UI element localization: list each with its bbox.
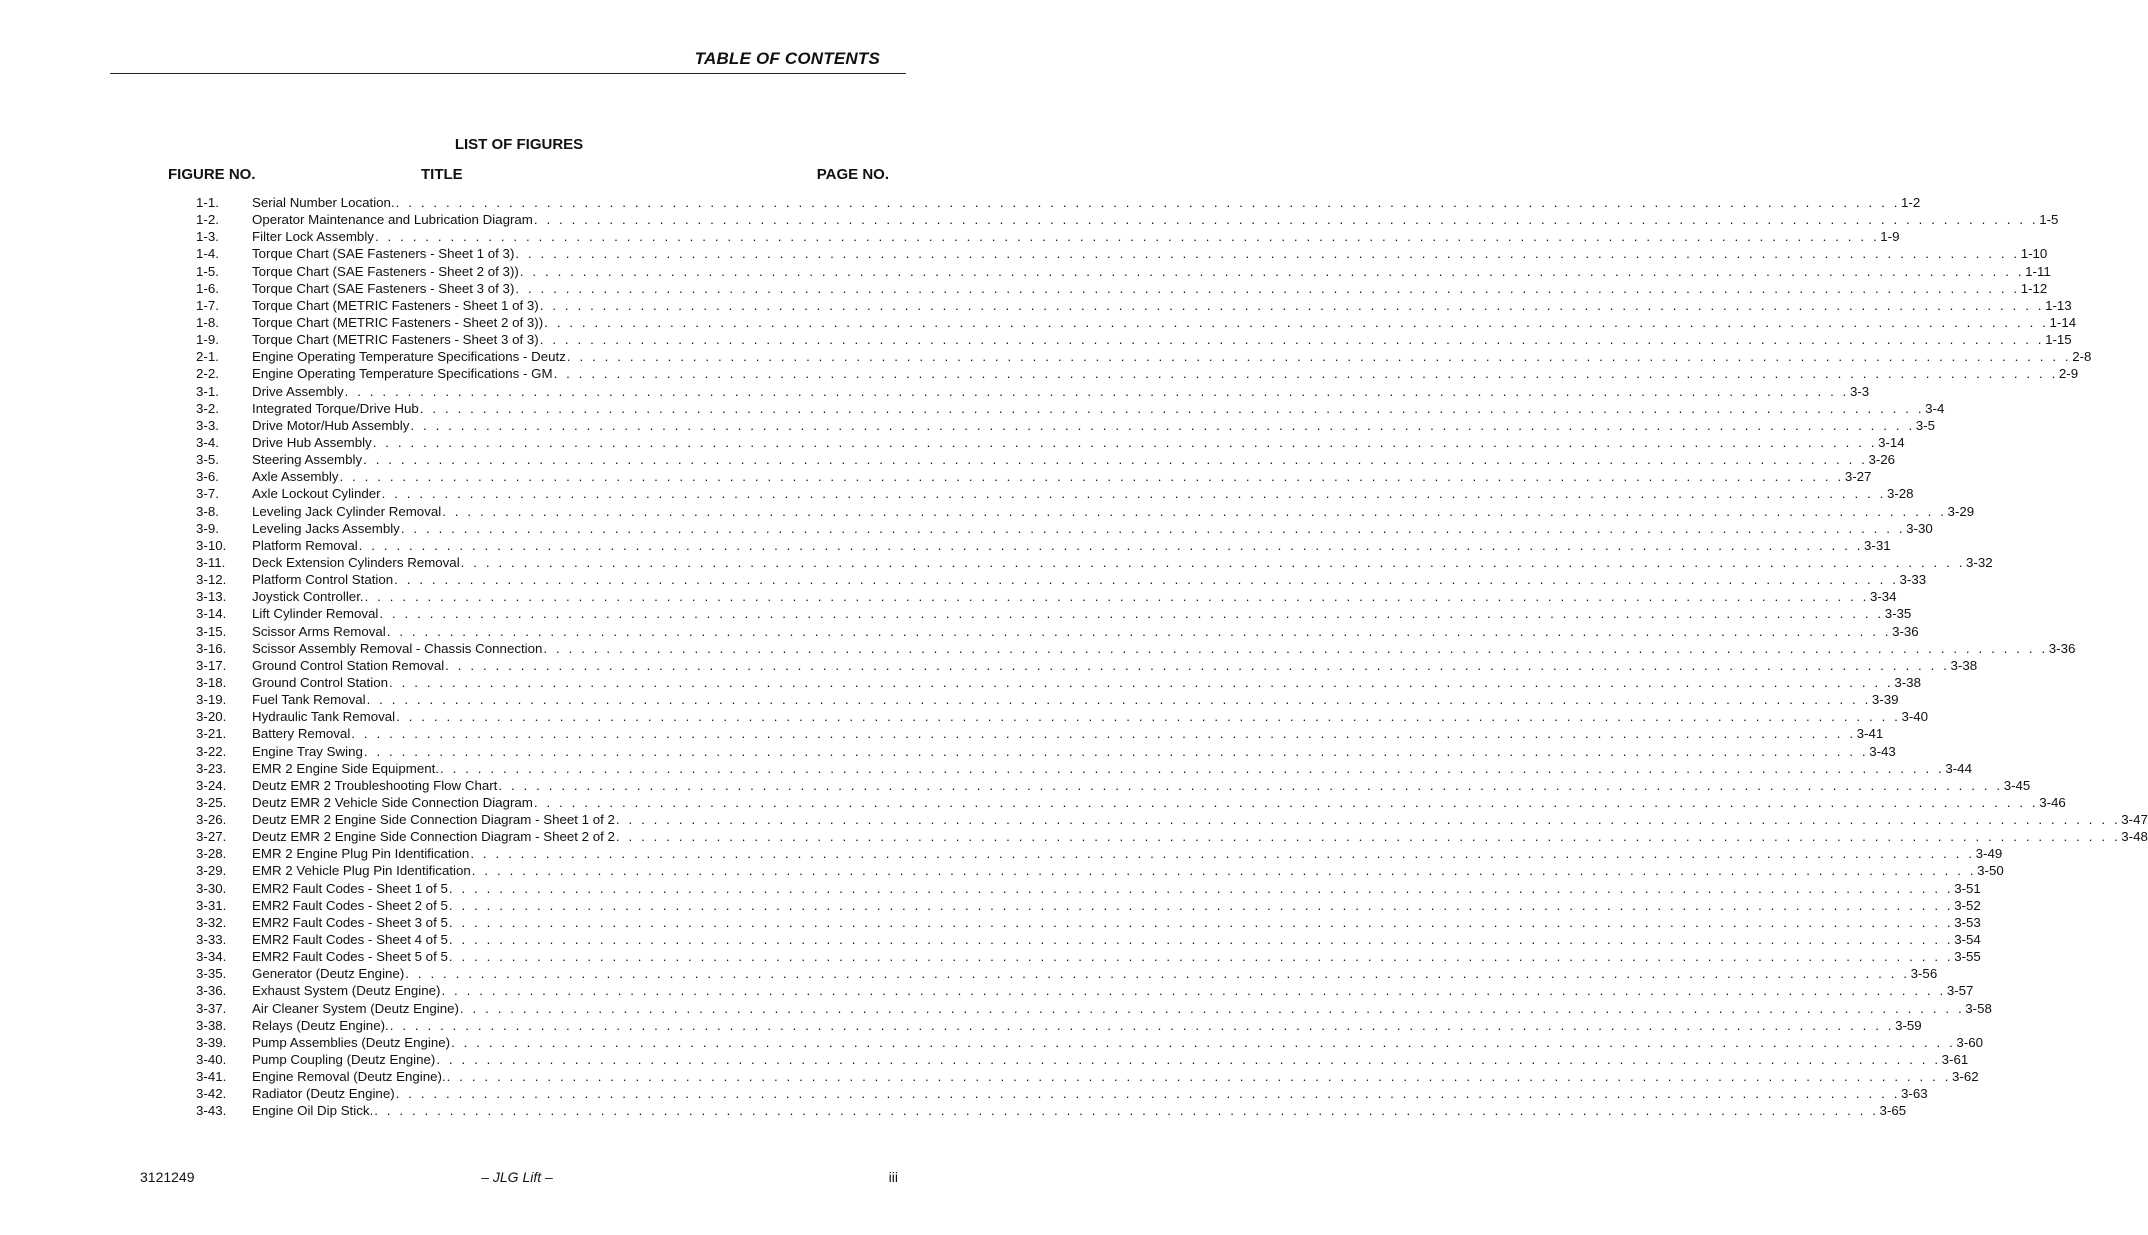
figure-number: 3-27. bbox=[196, 829, 227, 845]
dot-leader: . . . . . . . . . . . . . . . . . . . . . . . . . . . . . . . . . . . . . . . . . . . . . . . . . . . . . . . . . . . . . . . . . . . . . . . . . . . . . . . . . . . . . . . . . . . . . . . . . . . . . . . . . . . . . . . . . . . . . . . . bbox=[374, 1103, 1879, 1119]
figure-page: 1-9 bbox=[1880, 229, 1900, 245]
figure-page: 1-5 bbox=[2039, 212, 2059, 228]
figure-number: 3-43. bbox=[196, 1103, 227, 1119]
dot-leader: . . . . . . . . . . . . . . . . . . . . . . . . . . . . . . . . . . . . . . . . . . . . . . . . . . . . . . . . . . . . . . . . . . . . . . . . . . . . . . . . . . . . . . . . . . . . . . . . . . . . . . . . . . . . . . . . . . . . . . . . bbox=[459, 1000, 1965, 1016]
figure-number: 3-20. bbox=[196, 709, 227, 725]
figure-page: 3-46 bbox=[2039, 794, 2066, 810]
dot-leader: . . . . . . . . . . . . . . . . . . . . . . . . . . . . . . . . . . . . . . . . . . . . . . . . . . . . . . . . . . . . . . . . . . . . . . . . . . . . . . . . . . . . . . . . . . . . . . . . . . . . . . . . . . . . . . . . . . . . . . . . bbox=[389, 1017, 1895, 1033]
figure-title: Hydraulic Tank Removal bbox=[252, 709, 396, 725]
figure-number: 3-42. bbox=[196, 1086, 227, 1102]
figure-title: Air Cleaner System (Deutz Engine) bbox=[252, 1000, 459, 1016]
figure-page: 3-63 bbox=[1901, 1086, 1928, 1102]
figure-entry[interactable] bbox=[196, 640, 2076, 657]
dot-leader: . . . . . . . . . . . . . . . . . . . . . . . . . . . . . . . . . . . . . . . . . . . . . . . . . . . . . . . . . . . . . . . . . . . . . . . . . . . . . . . . . . . . . . . . . . . . . . . . . . . . . . . . . . . . . . . . . . . . . . . . bbox=[470, 846, 1975, 862]
dot-leader: . . . . . . . . . . . . . . . . . . . . . . . . . . . . . . . . . . . . . . . . . . . . . . . . . . . . . . . . . . . . . . . . . . . . . . . . . . . . . . . . . . . . . . . . . . . . . . . . . . . . . . . . . . . . . . . . . . . . . . . . bbox=[615, 829, 2121, 845]
figure-page: 3-62 bbox=[1952, 1069, 1979, 1085]
figure-number: 3-16. bbox=[196, 640, 227, 656]
figure-entry[interactable] bbox=[196, 862, 2004, 879]
figure-title: EMR2 Fault Codes - Sheet 3 of 5 bbox=[252, 914, 448, 930]
figure-page: 2-8 bbox=[2072, 349, 2092, 365]
figure-title: Joystick Controller. bbox=[252, 589, 364, 605]
dot-leader: . . . . . . . . . . . . . . . . . . . . . . . . . . . . . . . . . . . . . . . . . . . . . . . . . . . . . . . . . . . . . . . . . . . . . . . . . . . . . . . . . . . . . . . . . . . . . . . . . . . . . . . . . . . . . . . . . . . . . . . . bbox=[351, 726, 1856, 742]
figure-entry[interactable] bbox=[196, 571, 1927, 588]
figure-page: 3-40 bbox=[1901, 709, 1929, 725]
figure-number: 3-2. bbox=[196, 400, 219, 416]
figure-page: 3-31 bbox=[1864, 537, 1891, 553]
figure-entry[interactable] bbox=[196, 828, 2148, 845]
figure-number: 3-22. bbox=[196, 743, 227, 759]
figure-title: Torque Chart (SAE Fasteners - Sheet 2 of 3)) bbox=[252, 263, 519, 279]
figure-title: Torque Chart (SAE Fasteners - Sheet 3 of 3) bbox=[252, 280, 515, 296]
figure-entry[interactable] bbox=[196, 485, 1914, 502]
figure-entry[interactable] bbox=[196, 880, 1981, 897]
figure-title: Pump Assemblies (Deutz Engine) bbox=[252, 1034, 451, 1050]
figure-page: 3-48 bbox=[2121, 829, 2148, 845]
figure-number: 2-1. bbox=[196, 349, 219, 365]
figure-entry[interactable] bbox=[196, 760, 1972, 777]
footer-publisher: – JLG Lift – bbox=[481, 1169, 553, 1185]
figure-title: Deutz EMR 2 Vehicle Side Connection Diagram bbox=[252, 794, 533, 810]
figure-entry[interactable] bbox=[196, 623, 1919, 640]
figure-number: 3-19. bbox=[196, 692, 227, 708]
figure-number: 1-2. bbox=[196, 212, 219, 228]
figure-number: 3-5. bbox=[196, 452, 219, 468]
figure-page: 3-33 bbox=[1899, 572, 1927, 588]
figure-page: 3-38 bbox=[1894, 674, 1921, 690]
figure-page: 1-11 bbox=[2025, 263, 2051, 279]
figure-number: 3-9. bbox=[196, 520, 219, 536]
figure-title: Deutz EMR 2 Troubleshooting Flow Chart bbox=[252, 777, 498, 793]
figure-number: 3-21. bbox=[196, 726, 227, 742]
figure-entry[interactable] bbox=[196, 348, 2092, 365]
dot-leader: . . . . . . . . . . . . . . . . . . . . . . . . . . . . . . . . . . . . . . . . . . . . . . . . . . . . . . . . . . . . . . . . . . . . . . . . . . . . . . . . . . . . . . . . . . . . . . . . . . . . . . . . . . . . . . . . . . . . . . . . bbox=[381, 486, 1886, 502]
dot-leader: . . . . . . . . . . . . . . . . . . . . . . . . . . . . . . . . . . . . . . . . . . . . . . . . . . . . . . . . . . . . . . . . . . . . . . . . . . . . . . . . . . . . . . . . . . . . . . . . . . . . . . . . . . . . . . . . . . . . . . . . bbox=[445, 657, 1950, 673]
figure-page: 3-34 bbox=[1869, 589, 1897, 605]
figure-title: Engine Tray Swing bbox=[252, 743, 363, 759]
figure-number: 3-18. bbox=[196, 674, 227, 690]
dot-leader: . . . . . . . . . . . . . . . . . . . . . . . . . . . . . . . . . . . . . . . . . . . . . . . . . . . . . . . . . . . . . . . . . . . . . . . . . . . . . . . . . . . . . . . . . . . . . . . . . . . . . . . . . . . . . . . . . . . . . . . . bbox=[389, 674, 1894, 690]
figure-entry[interactable] bbox=[196, 1034, 1984, 1051]
figure-title: Torque Chart (METRIC Fasteners - Sheet 1 of 3) bbox=[252, 297, 539, 313]
figure-entry[interactable] bbox=[196, 263, 2051, 280]
figure-title: Drive Hub Assembly bbox=[252, 434, 372, 450]
dot-leader: . . . . . . . . . . . . . . . . . . . . . . . . . . . . . . . . . . . . . . . . . . . . . . . . . . . . . . . . . . . . . . . . . . . . . . . . . . . . . . . . . . . . . . . . . . . . . . . . . . . . . . . . . . . . . . . . . . . . . . . . bbox=[379, 606, 1884, 622]
dot-leader: . . . . . . . . . . . . . . . . . . . . . . . . . . . . . . . . . . . . . . . . . . . . . . . . . . . . . . . . . . . . . . . . . . . . . . . . . . . . . . . . . . . . . . . . . . . . . . . . . . . . . . . . . . . . . . . . . . . . . . . . bbox=[498, 777, 2003, 793]
figure-number: 3-31. bbox=[196, 897, 227, 913]
figure-entry[interactable] bbox=[196, 691, 1899, 708]
figure-title: Battery Removal bbox=[252, 726, 351, 742]
dot-leader: . . . . . . . . . . . . . . . . . . . . . . . . . . . . . . . . . . . . . . . . . . . . . . . . . . . . . . . . . . . . . . . . . . . . . . . . . . . . . . . . . . . . . . . . . . . . . . . . . . . . . . . . . . . . . . . . . . . . . . . . bbox=[363, 743, 1869, 759]
dot-leader: . . . . . . . . . . . . . . . . . . . . . . . . . . . . . . . . . . . . . . . . . . . . . . . . . . . . . . . . . . . . . . . . . . . . . . . . . . . . . . . . . . . . . . . . . . . . . . . . . . . . . . . . . . . . . . . . . . . . . . . . bbox=[396, 709, 1901, 725]
figure-page: 3-28 bbox=[1886, 486, 1914, 502]
dot-leader: . . . . . . . . . . . . . . . . . . . . . . . . . . . . . . . . . . . . . . . . . . . . . . . . . . . . . . . . . . . . . . . . . . . . . . . . . . . . . . . . . . . . . . . . . . . . . . . . . . . . . . . . . . . . . . . . . . . . . . . . bbox=[448, 932, 1954, 948]
dot-leader: . . . . . . . . . . . . . . . . . . . . . . . . . . . . . . . . . . . . . . . . . . . . . . . . . . . . . . . . . . . . . . . . . . . . . . . . . . . . . . . . . . . . . . . . . . . . . . . . . . . . . . . . . . . . . . . . . . . . . . . . bbox=[533, 794, 2039, 810]
header-rule bbox=[110, 73, 906, 74]
figure-page: 3-36 bbox=[1892, 623, 1919, 639]
dot-leader: . . . . . . . . . . . . . . . . . . . . . . . . . . . . . . . . . . . . . . . . . . . . . . . . . . . . . . . . . . . . . . . . . . . . . . . . . . . . . . . . . . . . . . . . . . . . . . . . . . . . . . . . . . . . . . . . . . . . . . . . bbox=[448, 897, 1954, 913]
figure-page: 3-3 bbox=[1849, 383, 1870, 399]
figure-entry[interactable] bbox=[196, 931, 1981, 948]
figure-number: 3-35. bbox=[196, 966, 227, 982]
dot-leader: . . . . . . . . . . . . . . . . . . . . . . . . . . . . . . . . . . . . . . . . . . . . . . . . . . . . . . . . . . . . . . . . . . . . . . . . . . . . . . . . . . . . . . . . . . . . . . . . . . . . . . . . . . . . . . . . . . . . . . . . bbox=[364, 589, 1869, 605]
figure-entry[interactable] bbox=[196, 537, 1891, 554]
figure-page: 3-56 bbox=[1910, 966, 1938, 982]
figure-page: 3-61 bbox=[1941, 1052, 1969, 1068]
figure-entry[interactable] bbox=[196, 914, 1981, 931]
figure-number: 3-10. bbox=[196, 537, 227, 553]
dot-leader: . . . . . . . . . . . . . . . . . . . . . . . . . . . . . . . . . . . . . . . . . . . . . . . . . . . . . . . . . . . . . . . . . . . . . . . . . . . . . . . . . . . . . . . . . . . . . . . . . . . . . . . . . . . . . . . . . . . . . . . . bbox=[374, 229, 1880, 245]
figure-entry[interactable] bbox=[196, 331, 2072, 348]
figure-page: 3-29 bbox=[1947, 503, 1975, 519]
footer-doc-number: 3121249 bbox=[140, 1169, 195, 1185]
figure-entry[interactable] bbox=[196, 520, 1933, 537]
dot-leader: . . . . . . . . . . . . . . . . . . . . . . . . . . . . . . . . . . . . . . . . . . . . . . . . . . . . . . . . . . . . . . . . . . . . . . . . . . . . . . . . . . . . . . . . . . . . . . . . . . . . . . . . . . . . . . . . . . . . . . . . bbox=[553, 366, 2058, 382]
figure-entry[interactable] bbox=[196, 365, 2079, 382]
figure-number: 3-24. bbox=[196, 777, 227, 793]
figure-entry[interactable] bbox=[196, 554, 1993, 571]
figure-title: Integrated Torque/Drive Hub bbox=[252, 400, 419, 416]
dot-leader: . . . . . . . . . . . . . . . . . . . . . . . . . . . . . . . . . . . . . . . . . . . . . . . . . . . . . . . . . . . . . . . . . . . . . . . . . . . . . . . . . . . . . . . . . . . . . . . . . . . . . . . . . . . . . . . . . . . . . . . . bbox=[446, 1069, 1951, 1085]
dot-leader: . . . . . . . . . . . . . . . . . . . . . . . . . . . . . . . . . . . . . . . . . . . . . . . . . . . . . . . . . . . . . . . . . . . . . . . . . . . . . . . . . . . . . . . . . . . . . . . . . . . . . . . . . . . . . . . . . . . . . . . . bbox=[405, 966, 1910, 982]
figure-entry[interactable] bbox=[196, 794, 2066, 811]
figure-entry[interactable] bbox=[196, 897, 1981, 914]
figure-number: 3-29. bbox=[196, 863, 227, 879]
figure-title: Ground Control Station bbox=[252, 674, 389, 690]
figure-entry[interactable] bbox=[196, 503, 1975, 520]
dot-leader: . . . . . . . . . . . . . . . . . . . . . . . . . . . . . . . . . . . . . . . . . . . . . . . . . . . . . . . . . . . . . . . . . . . . . . . . . . . . . . . . . . . . . . . . . . . . . . . . . . . . . . . . . . . . . . . . . . . . . . . . bbox=[533, 212, 2039, 228]
figure-entry[interactable] bbox=[196, 245, 2048, 262]
figure-title: Serial Number Location. bbox=[252, 195, 395, 210]
figure-page: 1-14 bbox=[2049, 314, 2077, 330]
figure-number: 3-4. bbox=[196, 434, 219, 450]
figure-title: Operator Maintenance and Lubrication Diagram bbox=[252, 212, 533, 228]
figure-page: 3-36 bbox=[2048, 640, 2076, 656]
dot-leader: . . . . . . . . . . . . . . . . . . . . . . . . . . . . . . . . . . . . . . . . . . . . . . . . . . . . . . . . . . . . . . . . . . . . . . . . . . . . . . . . . . . . . . . . . . . . . . . . . . . . . . . . . . . . . . . . . . . . . . . . bbox=[544, 314, 2049, 330]
figure-page: 1-10 bbox=[2020, 246, 2048, 262]
figure-entry[interactable] bbox=[196, 777, 2031, 794]
figure-title: Leveling Jacks Assembly bbox=[252, 520, 400, 536]
figure-number: 3-34. bbox=[196, 949, 227, 965]
figure-number: 3-25. bbox=[196, 794, 227, 810]
figure-entry[interactable] bbox=[196, 743, 1896, 760]
figure-number: 3-7. bbox=[196, 486, 219, 502]
figure-title: Pump Coupling (Deutz Engine) bbox=[252, 1052, 436, 1068]
figure-title: Deck Extension Cylinders Removal bbox=[252, 554, 460, 570]
dot-leader: . . . . . . . . . . . . . . . . . . . . . . . . . . . . . . . . . . . . . . . . . . . . . . . . . . . . . . . . . . . . . . . . . . . . . . . . . . . . . . . . . . . . . . . . . . . . . . . . . . . . . . . . . . . . . . . . . . . . . . . . bbox=[394, 572, 1899, 588]
dot-leader: . . . . . . . . . . . . . . . . . . . . . . . . . . . . . . . . . . . . . . . . . . . . . . . . . . . . . . . . . . . . . . . . . . . . . . . . . . . . . . . . . . . . . . . . . . . . . . . . . . . . . . . . . . . . . . . . . . . . . . . . bbox=[386, 623, 1892, 639]
figure-title: Steering Assembly bbox=[252, 452, 363, 468]
figure-entry[interactable] bbox=[196, 228, 1900, 245]
figure-title: Torque Chart (METRIC Fasteners - Sheet 2 of 3)) bbox=[252, 314, 544, 330]
figure-number: 1-5. bbox=[196, 263, 219, 279]
figure-title: Filter Lock Assembly bbox=[252, 229, 374, 245]
figure-entry[interactable] bbox=[196, 280, 2048, 297]
figure-page: 3-14 bbox=[1878, 434, 1905, 450]
figure-number: 3-41. bbox=[196, 1069, 227, 1085]
dot-leader: . . . . . . . . . . . . . . . . . . . . . . . . . . . . . . . . . . . . . . . . . . . . . . . . . . . . . . . . . . . . . . . . . . . . . . . . . . . . . . . . . . . . . . . . . . . . . . . . . . . . . . . . . . . . . . . . . . . . . . . . bbox=[451, 1034, 1956, 1050]
figure-entry[interactable] bbox=[196, 1068, 1979, 1085]
dot-leader: . . . . . . . . . . . . . . . . . . . . . . . . . . . . . . . . . . . . . . . . . . . . . . . . . . . . . . . . . . . . . . . . . . . . . . . . . . . . . . . . . . . . . . . . . . . . . . . . . . . . . . . . . . . . . . . . . . . . . . . . bbox=[460, 554, 1966, 570]
figure-entry[interactable] bbox=[196, 468, 1872, 485]
figure-number: 2-2. bbox=[196, 366, 219, 382]
figure-page: 3-47 bbox=[2121, 812, 2148, 828]
figure-number: 3-26. bbox=[196, 812, 227, 828]
dot-leader: . . . . . . . . . . . . . . . . . . . . . . . . . . . . . . . . . . . . . . . . . . . . . . . . . . . . . . . . . . . . . . . . . . . . . . . . . . . . . . . . . . . . . . . . . . . . . . . . . . . . . . . . . . . . . . . . . . . . . . . . bbox=[442, 503, 1947, 519]
column-header-figure-no: FIGURE NO. bbox=[168, 166, 256, 183]
figure-number: 3-36. bbox=[196, 983, 227, 999]
figure-entry[interactable] bbox=[196, 845, 2003, 862]
figure-page: 3-57 bbox=[1946, 983, 1974, 999]
figure-page: 3-41 bbox=[1856, 726, 1884, 742]
figure-number: 3-15. bbox=[196, 623, 227, 639]
figure-page: 3-55 bbox=[1954, 949, 1981, 965]
figure-number: 3-13. bbox=[196, 589, 227, 605]
dot-leader: . . . . . . . . . . . . . . . . . . . . . . . . . . . . . . . . . . . . . . . . . . . . . . . . . . . . . . . . . . . . . . . . . . . . . . . . . . . . . . . . . . . . . . . . . . . . . . . . . . . . . . . . . . . . . . . . . . . . . . . . bbox=[395, 1086, 1900, 1102]
dot-leader: . . . . . . . . . . . . . . . . . . . . . . . . . . . . . . . . . . . . . . . . . . . . . . . . . . . . . . . . . . . . . . . . . . . . . . . . . . . . . . . . . . . . . . . . . . . . . . . . . . . . . . . . . . . . . . . . . . . . . . . . bbox=[440, 760, 1945, 776]
dot-leader: . . . . . . . . . . . . . . . . . . . . . . . . . . . . . . . . . . . . . . . . . . . . . . . . . . . . . . . . . . . . . . . . . . . . . . . . . . . . . . . . . . . . . . . . . . . . . . . . . . . . . . . . . . . . . . . . . . . . . . . . bbox=[515, 246, 2020, 262]
figure-page: 3-26 bbox=[1868, 452, 1896, 468]
figure-number: 3-23. bbox=[196, 760, 227, 776]
figure-number: 3-17. bbox=[196, 657, 227, 673]
figure-number: 1-4. bbox=[196, 246, 219, 262]
figure-title: EMR2 Fault Codes - Sheet 2 of 5 bbox=[252, 897, 448, 913]
dot-leader: . . . . . . . . . . . . . . . . . . . . . . . . . . . . . . . . . . . . . . . . . . . . . . . . . . . . . . . . . . . . . . . . . . . . . . . . . . . . . . . . . . . . . . . . . . . . . . . . . . . . . . . . . . . . . . . . . . . . . . . . bbox=[448, 949, 1954, 965]
column-header-page-no: PAGE NO. bbox=[816, 166, 889, 183]
figure-title: Engine Removal (Deutz Engine). bbox=[252, 1069, 446, 1085]
figure-number: 3-32. bbox=[196, 914, 227, 930]
figure-page: 3-59 bbox=[1895, 1017, 1922, 1033]
figure-entry[interactable] bbox=[196, 708, 1929, 725]
figure-page: 3-53 bbox=[1954, 914, 1981, 930]
figure-title: Drive Motor/Hub Assembly bbox=[252, 417, 410, 433]
dot-leader: . . . . . . . . . . . . . . . . . . . . . . . . . . . . . . . . . . . . . . . . . . . . . . . . . . . . . . . . . . . . . . . . . . . . . . . . . . . . . . . . . . . . . . . . . . . . . . . . . . . . . . . . . . . . . . . . . . . . . . . . bbox=[543, 640, 2048, 656]
figure-number: 3-30. bbox=[196, 880, 227, 896]
dot-leader: . . . . . . . . . . . . . . . . . . . . . . . . . . . . . . . . . . . . . . . . . . . . . . . . . . . . . . . . . . . . . . . . . . . . . . . . . . . . . . . . . . . . . . . . . . . . . . . . . . . . . . . . . . . . . . . . . . . . . . . . bbox=[615, 812, 2121, 828]
dot-leader: . . . . . . . . . . . . . . . . . . . . . . . . . . . . . . . . . . . . . . . . . . . . . . . . . . . . . . . . . . . . . . . . . . . . . . . . . . . . . . . . . . . . . . . . . . . . . . . . . . . . . . . . . . . . . . . . . . . . . . . . bbox=[471, 863, 1977, 879]
figure-page: 3-32 bbox=[1966, 554, 1993, 570]
figure-page: 1-2 bbox=[1901, 195, 1921, 210]
figure-title: Generator (Deutz Engine) bbox=[252, 966, 405, 982]
figure-entry[interactable] bbox=[196, 1017, 1922, 1034]
dot-leader: . . . . . . . . . . . . . . . . . . . . . . . . . . . . . . . . . . . . . . . . . . . . . . . . . . . . . . . . . . . . . . . . . . . . . . . . . . . . . . . . . . . . . . . . . . . . . . . . . . . . . . . . . . . . . . . . . . . . . . . . bbox=[419, 400, 1925, 416]
figure-entry[interactable] bbox=[196, 657, 1978, 674]
dot-leader: . . . . . . . . . . . . . . . . . . . . . . . . . . . . . . . . . . . . . . . . . . . . . . . . . . . . . . . . . . . . . . . . . . . . . . . . . . . . . . . . . . . . . . . . . . . . . . . . . . . . . . . . . . . . . . . . . . . . . . . . bbox=[363, 452, 1868, 468]
figure-number: 1-1. bbox=[196, 195, 219, 210]
figure-entry[interactable] bbox=[196, 211, 2059, 228]
figure-entry[interactable] bbox=[196, 1085, 1928, 1102]
figure-number: 1-8. bbox=[196, 314, 219, 330]
dot-leader: . . . . . . . . . . . . . . . . . . . . . . . . . . . . . . . . . . . . . . . . . . . . . . . . . . . . . . . . . . . . . . . . . . . . . . . . . . . . . . . . . . . . . . . . . . . . . . . . . . . . . . . . . . . . . . . . . . . . . . . . bbox=[436, 1052, 1941, 1068]
figure-page: 3-4 bbox=[1925, 400, 1945, 416]
figure-page: 3-51 bbox=[1954, 880, 1981, 896]
figure-page: 3-44 bbox=[1945, 760, 1972, 776]
figure-page: 3-58 bbox=[1965, 1000, 1992, 1016]
figure-number: 3-12. bbox=[196, 572, 227, 588]
dot-leader: . . . . . . . . . . . . . . . . . . . . . . . . . . . . . . . . . . . . . . . . . . . . . . . . . . . . . . . . . . . . . . . . . . . . . . . . . . . . . . . . . . . . . . . . . . . . . . . . . . . . . . . . . . . . . . . . . . . . . . . . bbox=[344, 383, 1849, 399]
figure-number: 3-11. bbox=[196, 554, 226, 570]
figure-number: 3-37. bbox=[196, 1000, 227, 1016]
figure-page: 3-54 bbox=[1954, 932, 1981, 948]
figure-number: 3-40. bbox=[196, 1052, 227, 1068]
dot-leader: . . . . . . . . . . . . . . . . . . . . . . . . . . . . . . . . . . . . . . . . . . . . . . . . . . . . . . . . . . . . . . . . . . . . . . . . . . . . . . . . . . . . . . . . . . . . . . . . . . . . . . . . . . . . . . . . . . . . . . . . bbox=[400, 520, 1906, 536]
figure-page: 3-27 bbox=[1844, 469, 1872, 485]
figure-title: Axle Lockout Cylinder bbox=[252, 486, 381, 502]
figure-entry[interactable] bbox=[196, 1102, 1907, 1119]
figure-entry[interactable] bbox=[196, 451, 1896, 468]
figure-title: EMR 2 Engine Side Equipment. bbox=[252, 760, 440, 776]
figure-page: 1-13 bbox=[2045, 297, 2072, 313]
dot-leader: . . . . . . . . . . . . . . . . . . . . . . . . . . . . . . . . . . . . . . . . . . . . . . . . . . . . . . . . . . . . . . . . . . . . . . . . . . . . . . . . . . . . . . . . . . . . . . . . . . . . . . . . . . . . . . . . . . . . . . . . bbox=[339, 469, 1844, 485]
figure-title: EMR2 Fault Codes - Sheet 1 of 5 bbox=[252, 880, 448, 896]
figure-page: 3-65 bbox=[1879, 1103, 1907, 1119]
figure-entry[interactable] bbox=[196, 383, 1870, 400]
figure-page: 3-30 bbox=[1906, 520, 1933, 536]
figure-title: EMR 2 Engine Plug Pin Identification bbox=[252, 846, 470, 862]
figure-title: Radiator (Deutz Engine) bbox=[252, 1086, 395, 1102]
figure-entry[interactable] bbox=[196, 982, 1974, 999]
dot-leader: . . . . . . . . . . . . . . . . . . . . . . . . . . . . . . . . . . . . . . . . . . . . . . . . . . . . . . . . . . . . . . . . . . . . . . . . . . . . . . . . . . . . . . . . . . . . . . . . . . . . . . . . . . . . . . . . . . . . . . . . bbox=[441, 983, 1946, 999]
dot-leader: . . . . . . . . . . . . . . . . . . . . . . . . . . . . . . . . . . . . . . . . . . . . . . . . . . . . . . . . . . . . . . . . . . . . . . . . . . . . . . . . . . . . . . . . . . . . . . . . . . . . . . . . . . . . . . . . . . . . . . . . bbox=[539, 297, 2045, 313]
figure-number: 3-3. bbox=[196, 417, 219, 433]
figure-title: Axle Assembly bbox=[252, 469, 339, 485]
figure-title: Engine Oil Dip Stick. bbox=[252, 1103, 374, 1119]
figure-page: 3-39 bbox=[1871, 692, 1899, 708]
figure-title: EMR 2 Vehicle Plug Pin Identification bbox=[252, 863, 471, 879]
figure-page: 1-15 bbox=[2045, 332, 2072, 348]
figure-title: Deutz EMR 2 Engine Side Connection Diagram - Sheet 2 of 2 bbox=[252, 829, 615, 845]
figure-entry[interactable] bbox=[196, 965, 1938, 982]
dot-leader: . . . . . . . . . . . . . . . . . . . . . . . . . . . . . . . . . . . . . . . . . . . . . . . . . . . . . . . . . . . . . . . . . . . . . . . . . . . . . . . . . . . . . . . . . . . . . . . . . . . . . . . . . . . . . . . . . . . . . . . . bbox=[410, 417, 1915, 433]
dot-leader: . . . . . . . . . . . . . . . . . . . . . . . . . . . . . . . . . . . . . . . . . . . . . . . . . . . . . . . . . . . . . . . . . . . . . . . . . . . . . . . . . . . . . . . . . . . . . . . . . . . . . . . . . . . . . . . . . . . . . . . . bbox=[395, 195, 1900, 210]
figure-number: 1-9. bbox=[196, 332, 219, 348]
figure-title: Deutz EMR 2 Engine Side Connection Diagram - Sheet 1 of 2 bbox=[252, 812, 615, 828]
column-header-title: TITLE bbox=[421, 166, 463, 183]
figure-number: 3-33. bbox=[196, 932, 227, 948]
figure-title: Leveling Jack Cylinder Removal bbox=[252, 503, 442, 519]
figure-title: Ground Control Station Removal bbox=[252, 657, 445, 673]
figure-title: Exhaust System (Deutz Engine) bbox=[252, 983, 441, 999]
figure-page: 3-60 bbox=[1956, 1034, 1984, 1050]
figure-title: Engine Operating Temperature Specifications - GM bbox=[252, 366, 553, 382]
figure-number: 3-38. bbox=[196, 1017, 227, 1033]
figure-title: Lift Cylinder Removal bbox=[252, 606, 379, 622]
figure-entry[interactable] bbox=[196, 194, 1921, 211]
dot-leader: . . . . . . . . . . . . . . . . . . . . . . . . . . . . . . . . . . . . . . . . . . . . . . . . . . . . . . . . . . . . . . . . . . . . . . . . . . . . . . . . . . . . . . . . . . . . . . . . . . . . . . . . . . . . . . . . . . . . . . . . bbox=[372, 434, 1878, 450]
dot-leader: . . . . . . . . . . . . . . . . . . . . . . . . . . . . . . . . . . . . . . . . . . . . . . . . . . . . . . . . . . . . . . . . . . . . . . . . . . . . . . . . . . . . . . . . . . . . . . . . . . . . . . . . . . . . . . . . . . . . . . . . bbox=[358, 537, 1864, 553]
figure-page: 3-50 bbox=[1977, 863, 2004, 879]
figure-entry[interactable] bbox=[196, 725, 1884, 742]
figure-page: 3-49 bbox=[1975, 846, 2003, 862]
figure-title: Platform Removal bbox=[252, 537, 358, 553]
figure-page: 3-43 bbox=[1869, 743, 1896, 759]
figure-number: 3-14. bbox=[196, 606, 227, 622]
figure-entry[interactable] bbox=[196, 1000, 1992, 1017]
dot-leader: . . . . . . . . . . . . . . . . . . . . . . . . . . . . . . . . . . . . . . . . . . . . . . . . . . . . . . . . . . . . . . . . . . . . . . . . . . . . . . . . . . . . . . . . . . . . . . . . . . . . . . . . . . . . . . . . . . . . . . . . bbox=[448, 880, 1954, 896]
figure-number: 1-7. bbox=[196, 297, 219, 313]
list-of-figures-title: LIST OF FIGURES bbox=[454, 136, 584, 153]
figure-page: 3-52 bbox=[1954, 897, 1981, 913]
figure-list bbox=[196, 194, 2148, 1120]
dot-leader: . . . . . . . . . . . . . . . . . . . . . . . . . . . . . . . . . . . . . . . . . . . . . . . . . . . . . . . . . . . . . . . . . . . . . . . . . . . . . . . . . . . . . . . . . . . . . . . . . . . . . . . . . . . . . . . . . . . . . . . . bbox=[448, 914, 1954, 930]
header-title: TABLE OF CONTENTS bbox=[694, 49, 880, 68]
figure-number: 3-39. bbox=[196, 1034, 227, 1050]
figure-page: 2-9 bbox=[2058, 366, 2079, 382]
figure-title: Torque Chart (METRIC Fasteners - Sheet 3 of 3) bbox=[252, 332, 539, 348]
figure-entry[interactable] bbox=[196, 314, 2077, 331]
figure-title: Relays (Deutz Engine). bbox=[252, 1017, 389, 1033]
dot-leader: . . . . . . . . . . . . . . . . . . . . . . . . . . . . . . . . . . . . . . . . . . . . . . . . . . . . . . . . . . . . . . . . . . . . . . . . . . . . . . . . . . . . . . . . . . . . . . . . . . . . . . . . . . . . . . . . . . . . . . . . bbox=[566, 349, 2072, 365]
figure-title: Platform Control Station bbox=[252, 572, 394, 588]
figure-title: Fuel Tank Removal bbox=[252, 692, 366, 708]
dot-leader: . . . . . . . . . . . . . . . . . . . . . . . . . . . . . . . . . . . . . . . . . . . . . . . . . . . . . . . . . . . . . . . . . . . . . . . . . . . . . . . . . . . . . . . . . . . . . . . . . . . . . . . . . . . . . . . . . . . . . . . . bbox=[519, 263, 2025, 279]
figure-title: Scissor Arms Removal bbox=[252, 623, 386, 639]
figure-number: 3-8. bbox=[196, 503, 219, 519]
figure-page: 1-12 bbox=[2020, 280, 2048, 296]
figure-title: Torque Chart (SAE Fasteners - Sheet 1 of 3) bbox=[252, 246, 515, 262]
figure-entry[interactable] bbox=[196, 605, 1912, 622]
figure-title: Engine Operating Temperature Specifications - Deutz bbox=[252, 349, 566, 365]
figure-entry[interactable] bbox=[196, 588, 1897, 605]
figure-title: EMR2 Fault Codes - Sheet 5 of 5 bbox=[252, 949, 448, 965]
figure-number: 1-3. bbox=[196, 229, 219, 245]
figure-page: 3-35 bbox=[1884, 606, 1912, 622]
figure-number: 3-28. bbox=[196, 846, 227, 862]
dot-leader: . . . . . . . . . . . . . . . . . . . . . . . . . . . . . . . . . . . . . . . . . . . . . . . . . . . . . . . . . . . . . . . . . . . . . . . . . . . . . . . . . . . . . . . . . . . . . . . . . . . . . . . . . . . . . . . . . . . . . . . . bbox=[515, 280, 2020, 296]
figure-entry[interactable] bbox=[196, 434, 1905, 451]
figure-title: EMR2 Fault Codes - Sheet 4 of 5 bbox=[252, 932, 448, 948]
dot-leader: . . . . . . . . . . . . . . . . . . . . . . . . . . . . . . . . . . . . . . . . . . . . . . . . . . . . . . . . . . . . . . . . . . . . . . . . . . . . . . . . . . . . . . . . . . . . . . . . . . . . . . . . . . . . . . . . . . . . . . . . bbox=[539, 332, 2045, 348]
dot-leader: . . . . . . . . . . . . . . . . . . . . . . . . . . . . . . . . . . . . . . . . . . . . . . . . . . . . . . . . . . . . . . . . . . . . . . . . . . . . . . . . . . . . . . . . . . . . . . . . . . . . . . . . . . . . . . . . . . . . . . . . bbox=[366, 692, 1871, 708]
figure-title: Scissor Assembly Removal - Chassis Connection bbox=[252, 640, 543, 656]
figure-number: 3-6. bbox=[196, 469, 219, 485]
figure-page: 3-38 bbox=[1950, 657, 1978, 673]
figure-entry[interactable] bbox=[196, 948, 1981, 965]
figure-entry[interactable] bbox=[196, 417, 1935, 434]
footer-page-number: iii bbox=[888, 1169, 898, 1185]
figure-number: 3-1. bbox=[196, 383, 219, 399]
figure-page: 3-45 bbox=[2003, 777, 2031, 793]
figure-entry[interactable] bbox=[196, 297, 2072, 314]
figure-entry[interactable] bbox=[196, 811, 2148, 828]
figure-page: 3-5 bbox=[1915, 417, 1935, 433]
figure-number: 1-6. bbox=[196, 280, 219, 296]
figure-entry[interactable] bbox=[196, 1051, 1969, 1068]
figure-entry[interactable] bbox=[196, 674, 1921, 691]
figure-title: Drive Assembly bbox=[252, 383, 344, 399]
figure-entry[interactable] bbox=[196, 400, 1945, 417]
